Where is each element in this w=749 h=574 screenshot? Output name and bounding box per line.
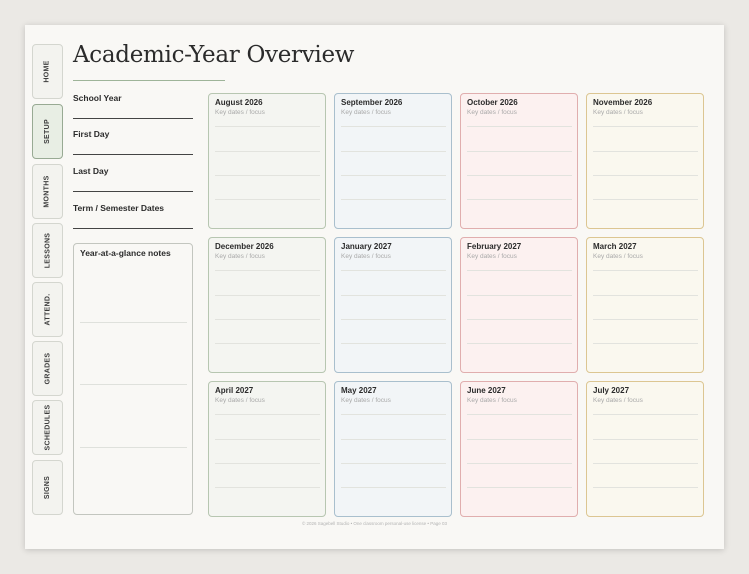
card-line bbox=[467, 463, 572, 464]
last-day-field[interactable] bbox=[73, 166, 193, 176]
card-line bbox=[467, 319, 572, 320]
card-line bbox=[215, 439, 320, 440]
write-line bbox=[73, 118, 193, 119]
card-line bbox=[215, 126, 320, 127]
tab-label: MONTHS bbox=[44, 175, 52, 208]
month-subtitle: Key dates / focus bbox=[215, 109, 265, 116]
tab-attendance[interactable] bbox=[32, 282, 63, 337]
notes-label: Year-at-a-glance notes bbox=[80, 248, 171, 258]
card-line bbox=[341, 463, 446, 464]
card-line bbox=[593, 126, 698, 127]
card-line bbox=[341, 175, 446, 176]
month-title: May 2027 bbox=[341, 386, 377, 395]
month-card[interactable] bbox=[460, 381, 578, 517]
month-subtitle: Key dates / focus bbox=[593, 253, 643, 260]
field-label: School Year bbox=[73, 93, 122, 103]
card-line bbox=[467, 487, 572, 488]
first-day-field[interactable] bbox=[73, 129, 193, 139]
card-line bbox=[341, 270, 446, 271]
card-line bbox=[467, 175, 572, 176]
month-card[interactable] bbox=[334, 93, 452, 229]
card-line bbox=[215, 414, 320, 415]
card-line bbox=[593, 175, 698, 176]
card-line bbox=[593, 414, 698, 415]
month-card[interactable] bbox=[334, 237, 452, 373]
card-line bbox=[341, 295, 446, 296]
card-line bbox=[215, 151, 320, 152]
card-line bbox=[593, 463, 698, 464]
card-line bbox=[215, 270, 320, 271]
card-line bbox=[467, 295, 572, 296]
card-line bbox=[341, 343, 446, 344]
title-underline bbox=[73, 80, 225, 81]
card-line bbox=[467, 414, 572, 415]
card-line bbox=[215, 175, 320, 176]
tab-signs[interactable] bbox=[32, 460, 63, 515]
month-title: August 2026 bbox=[215, 98, 263, 107]
month-title: July 2027 bbox=[593, 386, 630, 395]
card-line bbox=[593, 343, 698, 344]
month-title: January 2027 bbox=[341, 242, 392, 251]
card-line bbox=[215, 199, 320, 200]
tab-lessons[interactable] bbox=[32, 223, 63, 278]
card-line bbox=[593, 295, 698, 296]
month-subtitle: Key dates / focus bbox=[341, 253, 391, 260]
card-line bbox=[467, 439, 572, 440]
notes-line bbox=[80, 447, 187, 448]
month-card[interactable] bbox=[208, 381, 326, 517]
month-title: October 2026 bbox=[467, 98, 518, 107]
school-year-field[interactable] bbox=[73, 93, 193, 103]
card-line bbox=[215, 487, 320, 488]
card-line bbox=[215, 463, 320, 464]
field-label: Last Day bbox=[73, 166, 109, 176]
card-line bbox=[215, 319, 320, 320]
page-title: Academic-Year Overview bbox=[73, 42, 355, 68]
card-line bbox=[341, 126, 446, 127]
card-line bbox=[593, 487, 698, 488]
month-card[interactable] bbox=[208, 237, 326, 373]
month-card[interactable] bbox=[460, 93, 578, 229]
planner-page bbox=[25, 25, 724, 549]
tab-home[interactable] bbox=[32, 44, 63, 99]
month-title: September 2026 bbox=[341, 98, 403, 107]
month-subtitle: Key dates / focus bbox=[215, 397, 265, 404]
card-line bbox=[467, 270, 572, 271]
tab-label: LESSONS bbox=[44, 232, 51, 269]
tab-label: SCHEDULES bbox=[44, 404, 51, 451]
write-line bbox=[73, 154, 193, 155]
card-line bbox=[341, 151, 446, 152]
tab-label: SETUP bbox=[44, 119, 51, 144]
write-line bbox=[73, 228, 193, 229]
month-subtitle: Key dates / focus bbox=[593, 109, 643, 116]
term-dates-field[interactable] bbox=[73, 203, 193, 213]
month-card[interactable] bbox=[334, 381, 452, 517]
card-line bbox=[593, 319, 698, 320]
tab-label: SIGNS bbox=[43, 475, 51, 500]
field-label: First Day bbox=[73, 129, 110, 139]
month-title: June 2027 bbox=[467, 386, 506, 395]
month-title: April 2027 bbox=[215, 386, 254, 395]
month-card[interactable] bbox=[586, 93, 704, 229]
month-subtitle: Key dates / focus bbox=[467, 253, 517, 260]
month-subtitle: Key dates / focus bbox=[467, 109, 517, 116]
month-subtitle: Key dates / focus bbox=[215, 253, 265, 260]
card-line bbox=[593, 270, 698, 271]
tab-months[interactable] bbox=[32, 164, 63, 219]
card-line bbox=[593, 199, 698, 200]
card-line bbox=[341, 319, 446, 320]
page-footer: © 2026 Sagebell Studio • One classroom personal-use license • Page 03 bbox=[301, 521, 448, 526]
month-title: February 2027 bbox=[467, 242, 522, 251]
month-card[interactable] bbox=[586, 381, 704, 517]
month-subtitle: Key dates / focus bbox=[341, 109, 391, 116]
card-line bbox=[341, 199, 446, 200]
notes-line bbox=[80, 384, 187, 385]
notes-box[interactable] bbox=[73, 243, 193, 515]
write-line bbox=[73, 191, 193, 192]
month-subtitle: Key dates / focus bbox=[593, 397, 643, 404]
card-line bbox=[341, 439, 446, 440]
card-line bbox=[215, 343, 320, 344]
month-title: March 2027 bbox=[593, 242, 637, 251]
month-card[interactable] bbox=[208, 93, 326, 229]
month-title: November 2026 bbox=[593, 98, 653, 107]
month-subtitle: Key dates / focus bbox=[467, 397, 517, 404]
month-card[interactable] bbox=[586, 237, 704, 373]
card-line bbox=[593, 151, 698, 152]
month-title: December 2026 bbox=[215, 242, 274, 251]
month-card[interactable] bbox=[460, 237, 578, 373]
tab-label: GRADES bbox=[44, 352, 51, 385]
tab-schedules[interactable] bbox=[32, 400, 63, 455]
notes-line bbox=[80, 322, 187, 323]
tab-grades[interactable] bbox=[32, 341, 63, 396]
card-line bbox=[467, 151, 572, 152]
card-line bbox=[467, 126, 572, 127]
card-line bbox=[593, 439, 698, 440]
card-line bbox=[341, 414, 446, 415]
card-line bbox=[467, 343, 572, 344]
tab-label: HOME bbox=[43, 60, 51, 83]
card-line bbox=[467, 199, 572, 200]
field-label: Term / Semester Dates bbox=[73, 203, 165, 213]
month-subtitle: Key dates / focus bbox=[341, 397, 391, 404]
tab-setup[interactable] bbox=[32, 104, 63, 159]
card-line bbox=[341, 487, 446, 488]
card-line bbox=[215, 295, 320, 296]
tab-label: ATTEND. bbox=[44, 293, 52, 326]
